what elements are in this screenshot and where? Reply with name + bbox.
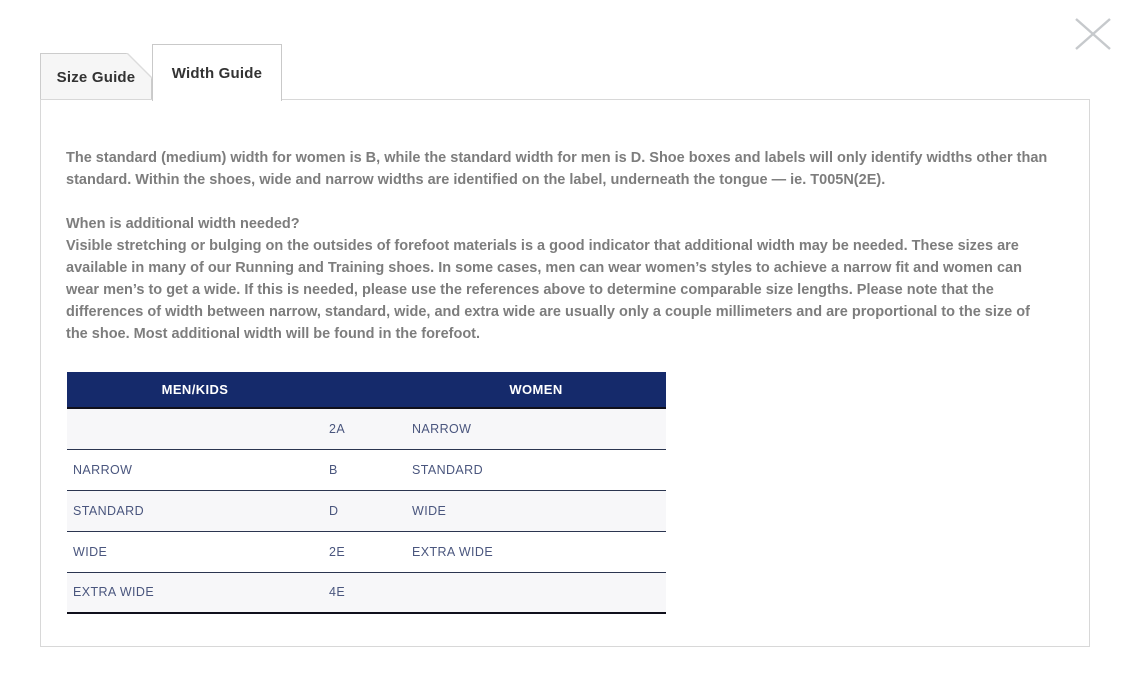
table-row: [67, 449, 666, 490]
cell-women: [406, 572, 666, 613]
table-row: [67, 531, 666, 572]
cell-code: D: [323, 490, 406, 531]
cell-women: EXTRA WIDE: [406, 531, 666, 572]
table-header-row: [67, 372, 666, 408]
cell-women: WIDE: [406, 490, 666, 531]
table-row: [67, 572, 666, 613]
cell-women: STANDARD: [406, 449, 666, 490]
width-detail-paragraph: [66, 213, 1051, 345]
cell-women: NARROW: [406, 408, 666, 449]
close-button[interactable]: [1072, 14, 1114, 54]
width-guide-panel: [40, 99, 1090, 647]
tab-width-guide-label: Width Guide: [171, 64, 263, 82]
table-row: [67, 408, 666, 449]
cell-men: STANDARD: [67, 490, 323, 531]
header-spacer: [323, 372, 406, 408]
header-men-kids: MEN/KIDS: [67, 372, 323, 408]
table-row: [67, 490, 666, 531]
cell-men: [67, 408, 323, 449]
cell-men: WIDE: [67, 531, 323, 572]
tab-size-guide-label: Size Guide: [56, 68, 136, 86]
cell-men: EXTRA WIDE: [67, 572, 323, 613]
cell-men: NARROW: [67, 449, 323, 490]
cell-code: B: [323, 449, 406, 490]
width-detail-text: Visible stretching or bulging on the outsides of forefoot materials is a good indicator that additional width may be needed. These sizes are available in many of our Running and Training shoes. In some cases, men can wear women’s styles to achieve a narrow fit and women can wear men’s to get a wide. If this is needed, please use the references above to determine comparable size lengths. Please note that the differences of width between narrow, standard, wide, and extra wide are usually only a couple millimeters and are proportional to the size of the shoe. Most additional width will be found in the forefoot.: [66, 238, 1030, 342]
tab-width-guide[interactable]: [152, 44, 282, 101]
cell-code: 2A: [323, 408, 406, 449]
close-icon: [1072, 14, 1114, 54]
cell-code: 2E: [323, 531, 406, 572]
tab-size-guide[interactable]: [40, 53, 152, 100]
width-question-line: When is additional width needed?: [66, 216, 300, 232]
width-comparison-table: [67, 372, 666, 614]
header-women: WOMEN: [406, 372, 666, 408]
width-intro-paragraph: The standard (medium) width for women is B, while the standard width for men is D. Shoe boxes and labels will only identify widths other than standard. Within the shoes, wide and narrow widths are identified on the label, underneath the tongue — ie. T005N(2E).: [66, 150, 1048, 188]
cell-code: 4E: [323, 572, 406, 613]
